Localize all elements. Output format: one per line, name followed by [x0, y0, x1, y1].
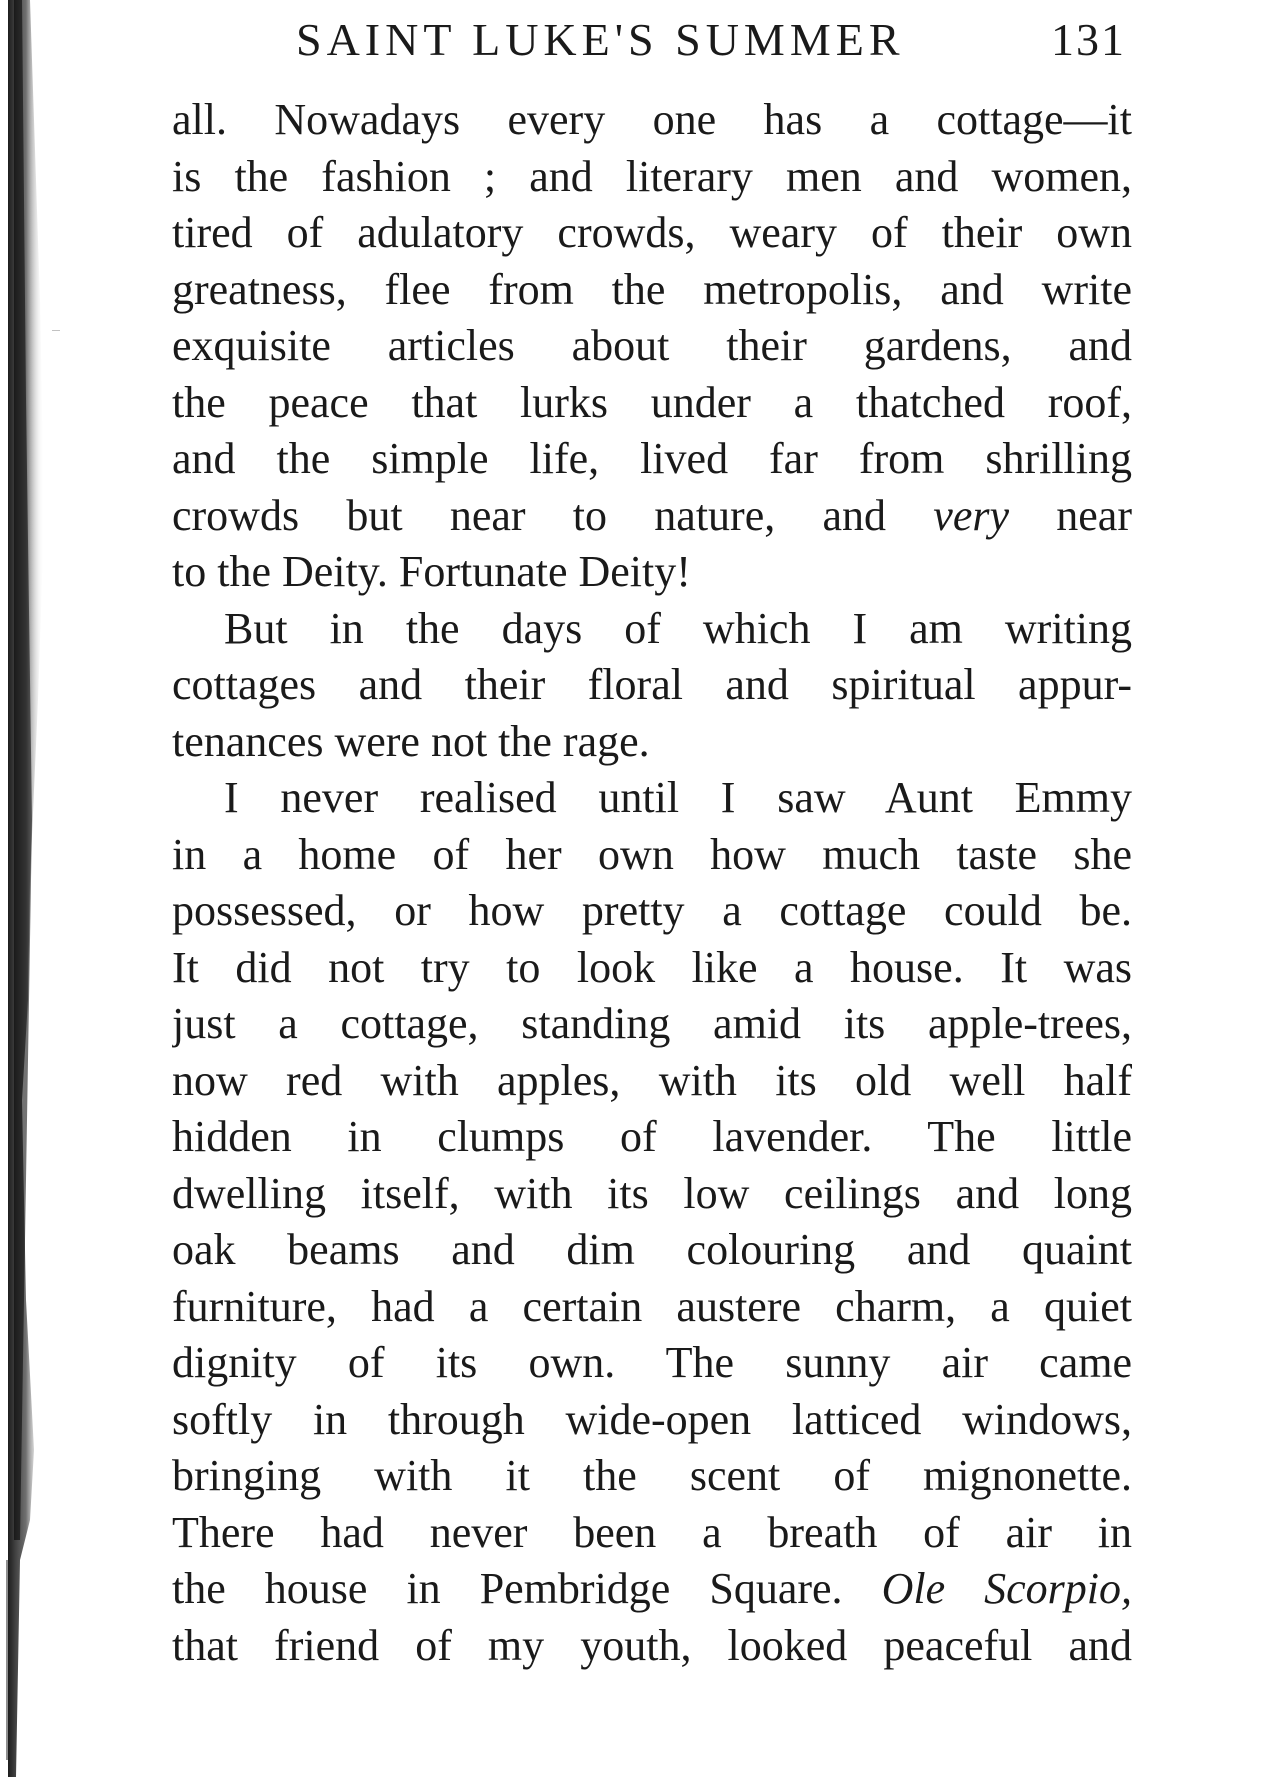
- running-title: SAINT LUKE'S SUMMER: [296, 14, 905, 65]
- page-number: 131: [1051, 14, 1126, 65]
- binding-edge-shadow: [0, 0, 60, 1777]
- text-line: cottages and their floral and spiritual appur-: [172, 660, 1132, 709]
- text-line: in a home of her own how much taste she: [172, 829, 1132, 879]
- text-line: all. Nowadays every one has a cottage—it: [172, 95, 1132, 144]
- text-line: furniture, had a certain austere charm, a quiet: [172, 1281, 1132, 1331]
- text-line: bringing with it the scent of mignonette.: [172, 1451, 1132, 1500]
- text-line: [172, 488, 1132, 545]
- text-line: that friend of my youth, looked peaceful and: [172, 1620, 1132, 1670]
- text-line: tenances were not the rage.: [172, 716, 650, 766]
- text-segment: crowds but near to nature, and: [172, 490, 934, 540]
- text-line: It did not try to look like a house. It was: [172, 942, 1132, 992]
- text-line: just a cottage, standing amid its apple-trees,: [172, 999, 1132, 1048]
- paragraph-start-line: I never realised until I saw Aunt Emmy: [224, 773, 1132, 822]
- text-line: now red with apples, with its old well half: [172, 1055, 1132, 1105]
- text-line: There had never been a breath of air in: [172, 1507, 1132, 1557]
- text-line: [172, 1561, 1132, 1618]
- text-line: dignity of its own. The sunny air came: [172, 1338, 1132, 1387]
- running-head: [296, 10, 1126, 70]
- text-segment: near: [1009, 490, 1132, 540]
- text-line: dwelling itself, with its low ceilings and long: [172, 1168, 1132, 1218]
- text-line: and the simple life, lived far from shrilling: [172, 434, 1132, 483]
- body-text: [172, 92, 1132, 1674]
- italic-emphasis: very: [933, 490, 1010, 540]
- text-line: possessed, or how pretty a cottage could be.: [172, 886, 1132, 935]
- text-segment: the house in Pembridge Square.: [172, 1564, 882, 1613]
- text-line: greatness, flee from the metropolis, and write: [172, 264, 1132, 314]
- text-line: hidden in clumps of lavender. The little: [172, 1112, 1132, 1161]
- italic-title: Ole Scorpio,: [881, 1564, 1132, 1613]
- text-line: is the fashion ; and literary men and women,: [172, 151, 1132, 201]
- paragraph-start-line: But in the days of which I am writing: [224, 603, 1132, 653]
- text-line: oak beams and dim colouring and quaint: [172, 1225, 1132, 1274]
- text-line: to the Deity. Fortunate Deity!: [172, 547, 691, 596]
- text-line: exquisite articles about their gardens, and: [172, 321, 1132, 370]
- text-line: softly in through wide-open latticed windows,: [172, 1394, 1132, 1444]
- text-line: the peace that lurks under a thatched roof,: [172, 377, 1132, 427]
- text-line: tired of adulatory crowds, weary of their own: [172, 208, 1132, 257]
